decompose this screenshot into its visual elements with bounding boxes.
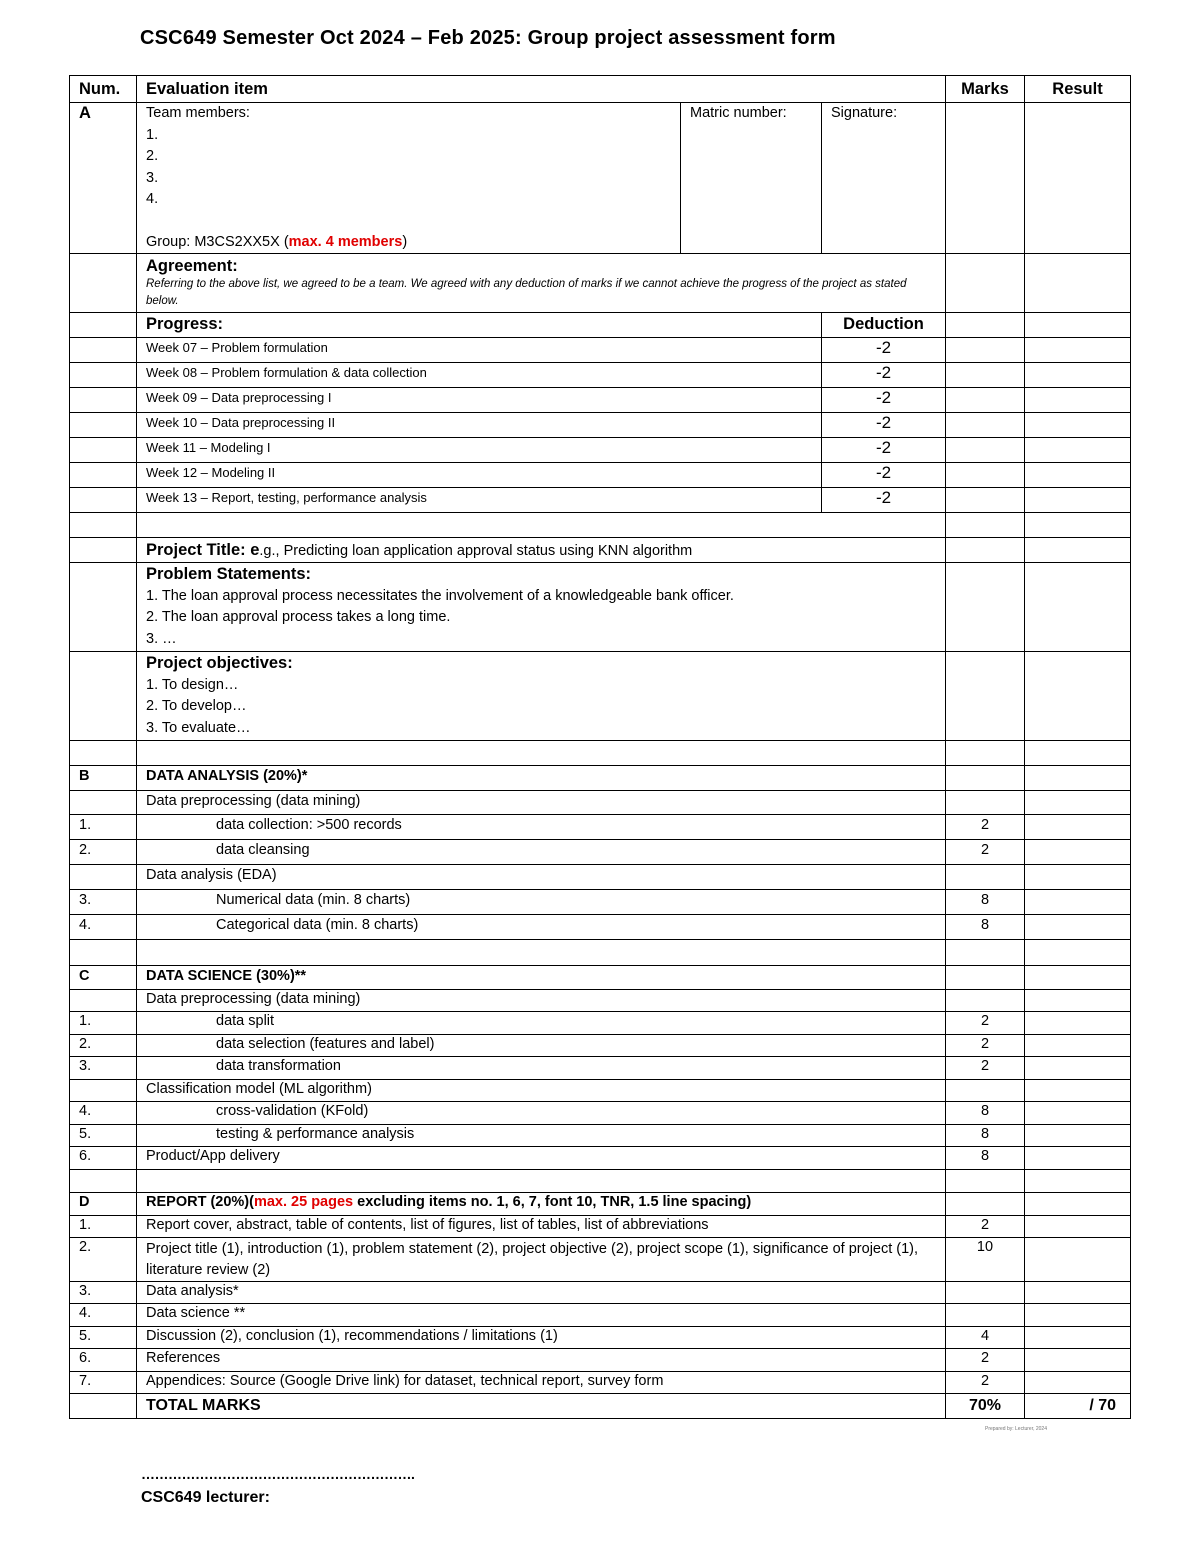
- item-label: Categorical data (min. 8 charts): [137, 915, 946, 940]
- week-row: [70, 413, 1131, 438]
- item-header: Evaluation item: [137, 76, 946, 103]
- team-row: [70, 103, 1131, 254]
- objectives-cell: [137, 652, 946, 741]
- week-row: [70, 338, 1131, 363]
- item-marks: 2: [946, 815, 1025, 840]
- item-result[interactable]: [1025, 1012, 1131, 1035]
- section-c-sub1: Data preprocessing (data mining): [137, 990, 946, 1012]
- project-title-row: [70, 538, 1131, 563]
- item-label: Discussion (2), conclusion (1), recommendations / limitations (1): [137, 1327, 946, 1349]
- progress-row: [70, 313, 1131, 338]
- num-header: Num.: [70, 76, 137, 103]
- week-label: Week 08 – Problem formulation & data collection: [137, 363, 822, 388]
- item-num: 4.: [70, 1304, 137, 1327]
- item-result[interactable]: [1025, 1035, 1131, 1057]
- item-marks: 2: [946, 1035, 1025, 1057]
- problem-1: 1. The loan approval process necessitates the involvement of a knowledgeable bank officer.: [146, 587, 734, 604]
- item-marks: 10: [946, 1238, 1025, 1282]
- objective-2: 2. To develop…: [146, 698, 247, 714]
- item-result[interactable]: [1025, 890, 1131, 915]
- item-label: Data science **: [137, 1304, 946, 1327]
- item-label: References: [137, 1349, 946, 1372]
- spacer-row: [70, 741, 1131, 766]
- item-label: data cleansing: [137, 840, 946, 865]
- member-4[interactable]: 4.: [146, 191, 159, 207]
- result-header: Result: [1025, 76, 1131, 103]
- section-d-num: D: [70, 1193, 137, 1216]
- objectives-row: [70, 652, 1131, 741]
- item-num: 3.: [70, 1057, 137, 1080]
- item-marks: [946, 1282, 1025, 1304]
- page-limit: max. 25 pages: [253, 1194, 354, 1210]
- lecturer-label: CSC649 lecturer:: [141, 1489, 270, 1506]
- item-label: data collection: >500 records: [137, 815, 946, 840]
- item-result[interactable]: [1025, 1304, 1131, 1327]
- item-num: 4.: [70, 1102, 137, 1125]
- week-label: Week 10 – Data preprocessing II: [137, 413, 822, 438]
- section-d-row: [70, 1193, 1131, 1216]
- item-marks: 4: [946, 1327, 1025, 1349]
- week-row: [70, 488, 1131, 513]
- member-3[interactable]: 3.: [146, 169, 159, 186]
- item-label: testing & performance analysis: [137, 1125, 946, 1147]
- item-label: Numerical data (min. 8 charts): [137, 890, 946, 915]
- item-row: [70, 1057, 1131, 1080]
- item-marks: 8: [946, 890, 1025, 915]
- problem-label: Problem Statements:: [146, 565, 312, 583]
- item-result[interactable]: [1025, 915, 1131, 940]
- item-label: Product/App delivery: [137, 1147, 946, 1170]
- item-num: 6.: [70, 1147, 137, 1170]
- item-row: [70, 1125, 1131, 1147]
- section-c-row: [70, 966, 1131, 990]
- week-deduction: -2: [822, 388, 946, 413]
- week-deduction: -2: [822, 488, 946, 513]
- result-cell[interactable]: [1025, 103, 1131, 254]
- matric-label: Matric number:: [690, 105, 787, 121]
- agreement-text: Referring to the above list, we agreed to be a team. We agreed with any deduction of marks if we cannot achieve the progress of the project as stated below.: [146, 278, 907, 307]
- spacer-row: [70, 513, 1131, 538]
- week-row: [70, 388, 1131, 413]
- item-row: [70, 1102, 1131, 1125]
- problem-2: 2. The loan approval process takes a long time.: [146, 609, 451, 625]
- week-label: Week 09 – Data preprocessing I: [137, 388, 822, 413]
- week-deduction: -2: [822, 338, 946, 363]
- item-row: [70, 1372, 1131, 1394]
- signature-line[interactable]: …………………………………………………….: [141, 1466, 415, 1482]
- item-result[interactable]: [1025, 1372, 1131, 1394]
- item-row: [70, 1147, 1131, 1170]
- agreement-label: Agreement:: [146, 257, 238, 275]
- section-c-num: C: [70, 966, 137, 990]
- item-row: [70, 1282, 1131, 1304]
- item-label: data transformation: [137, 1057, 946, 1080]
- item-result[interactable]: [1025, 1125, 1131, 1147]
- item-marks: 8: [946, 1147, 1025, 1170]
- item-num: 7.: [70, 1372, 137, 1394]
- item-marks: 2: [946, 840, 1025, 865]
- item-marks: 8: [946, 1125, 1025, 1147]
- item-label: data split: [137, 1012, 946, 1035]
- item-num: 3.: [70, 890, 137, 915]
- team-label: Team members:: [146, 105, 250, 121]
- form-title: CSC649 Semester Oct 2024 – Feb 2025: Group project assessment form: [140, 27, 836, 49]
- item-result[interactable]: [1025, 1147, 1131, 1170]
- item-num: 3.: [70, 1282, 137, 1304]
- week-label: Week 13 – Report, testing, performance analysis: [137, 488, 822, 513]
- item-marks: 8: [946, 915, 1025, 940]
- section-c-heading: DATA SCIENCE (30%)**: [137, 966, 946, 990]
- week-deduction: -2: [822, 463, 946, 488]
- item-result[interactable]: [1025, 1102, 1131, 1125]
- section-b-sub2: Data analysis (EDA): [137, 865, 946, 890]
- assessment-table: [69, 75, 1131, 1419]
- agreement-cell: [137, 254, 946, 313]
- total-marks: 70%: [946, 1394, 1025, 1419]
- deduction-label: Deduction: [822, 313, 946, 338]
- item-row: [70, 1349, 1131, 1372]
- item-row: [70, 890, 1131, 915]
- problem-row: [70, 563, 1131, 652]
- objective-3: 3. To evaluate…: [146, 719, 251, 736]
- week-deduction: -2: [822, 438, 946, 463]
- member-2[interactable]: 2.: [146, 148, 159, 164]
- problem-3: 3. …: [146, 630, 177, 647]
- section-c-sub2: Classification model (ML algorithm): [137, 1080, 946, 1102]
- item-marks: 2: [946, 1057, 1025, 1080]
- progress-label: Progress:: [137, 313, 822, 338]
- section-b-num: B: [70, 766, 137, 791]
- item-marks: 2: [946, 1012, 1025, 1035]
- section-b-heading: DATA ANALYSIS (20%)*: [137, 766, 946, 791]
- item-num: 2.: [70, 1035, 137, 1057]
- item-result[interactable]: [1025, 1327, 1131, 1349]
- objectives-label: Project objectives:: [146, 654, 293, 672]
- section-d-heading: REPORT (20%)(max. 25 pages excluding items no. 1, 6, 7, font 10, TNR, 1.5 line spacing): [137, 1193, 946, 1216]
- signature-cell[interactable]: [822, 103, 946, 254]
- item-row: [70, 1304, 1131, 1327]
- marks-cell: [946, 103, 1025, 254]
- item-row: [70, 1327, 1131, 1349]
- item-result[interactable]: [1025, 1057, 1131, 1080]
- section-b-sub1: Data preprocessing (data mining): [137, 791, 946, 815]
- week-row: [70, 463, 1131, 488]
- item-num: 5.: [70, 1327, 137, 1349]
- item-num: 4.: [70, 915, 137, 940]
- item-label: Data analysis*: [137, 1282, 946, 1304]
- total-label: TOTAL MARKS: [137, 1394, 946, 1419]
- item-label: Appendices: Source (Google Drive link) for dataset, technical report, survey form: [137, 1372, 946, 1394]
- item-marks: 2: [946, 1372, 1025, 1394]
- member-1[interactable]: 1.: [146, 126, 159, 143]
- item-row: [70, 1238, 1131, 1282]
- footer-mark: Prepared by: Lecturer, 2024: [985, 1426, 1047, 1432]
- marks-header: Marks: [946, 76, 1025, 103]
- problem-cell: [137, 563, 946, 652]
- item-result[interactable]: [1025, 1349, 1131, 1372]
- header-row: [70, 76, 1131, 103]
- week-deduction: -2: [822, 363, 946, 388]
- item-marks: 2: [946, 1216, 1025, 1238]
- total-result[interactable]: / 70: [1025, 1394, 1131, 1419]
- item-result[interactable]: [1025, 840, 1131, 865]
- item-marks: [946, 1304, 1025, 1327]
- item-label: Project title (1), introduction (1), problem statement (2), project objective (2), project scope (1), significance of project (1), literature review (2): [137, 1238, 946, 1282]
- item-label: Report cover, abstract, table of contents, list of figures, list of tables, list of abbreviations: [137, 1216, 946, 1238]
- team-members-cell: [137, 103, 681, 254]
- item-label: data selection (features and label): [137, 1035, 946, 1057]
- item-marks: 8: [946, 1102, 1025, 1125]
- week-row: [70, 438, 1131, 463]
- item-row: [70, 815, 1131, 840]
- week-label: Week 11 – Modeling I: [137, 438, 822, 463]
- week-label: Week 07 – Problem formulation: [137, 338, 822, 363]
- item-result[interactable]: [1025, 1238, 1131, 1282]
- spacer-row: [70, 1170, 1131, 1193]
- item-row: [70, 1012, 1131, 1035]
- item-result[interactable]: [1025, 815, 1131, 840]
- item-num: 2.: [70, 840, 137, 865]
- item-num: 6.: [70, 1349, 137, 1372]
- section-b-row: [70, 766, 1131, 791]
- agreement-row: [70, 254, 1131, 313]
- group-line: Group: M3CS2XX5X (max. 4 members): [146, 233, 408, 250]
- spacer-row: [70, 940, 1131, 966]
- item-row: [70, 840, 1131, 865]
- project-title-cell: Project Title: e.g., Predicting loan application approval status using KNN algorithm: [137, 538, 946, 563]
- signature-label: Signature:: [831, 105, 898, 121]
- item-row: [70, 915, 1131, 940]
- item-label: cross-validation (KFold): [137, 1102, 946, 1125]
- item-result[interactable]: [1025, 1216, 1131, 1238]
- item-row: [70, 1216, 1131, 1238]
- item-num: 2.: [70, 1238, 137, 1282]
- item-num: 1.: [70, 815, 137, 840]
- week-deduction: -2: [822, 413, 946, 438]
- week-row: [70, 363, 1131, 388]
- item-result[interactable]: [1025, 1282, 1131, 1304]
- matric-cell[interactable]: [681, 103, 822, 254]
- item-num: 1.: [70, 1012, 137, 1035]
- total-row: [70, 1394, 1131, 1419]
- section-a-num: A: [70, 103, 137, 254]
- objective-1: 1. To design…: [146, 676, 239, 693]
- item-marks: 2: [946, 1349, 1025, 1372]
- group-max: max. 4 members: [288, 233, 403, 250]
- item-num: 5.: [70, 1125, 137, 1147]
- item-row: [70, 1035, 1131, 1057]
- week-label: Week 12 – Modeling II: [137, 463, 822, 488]
- item-num: 1.: [70, 1216, 137, 1238]
